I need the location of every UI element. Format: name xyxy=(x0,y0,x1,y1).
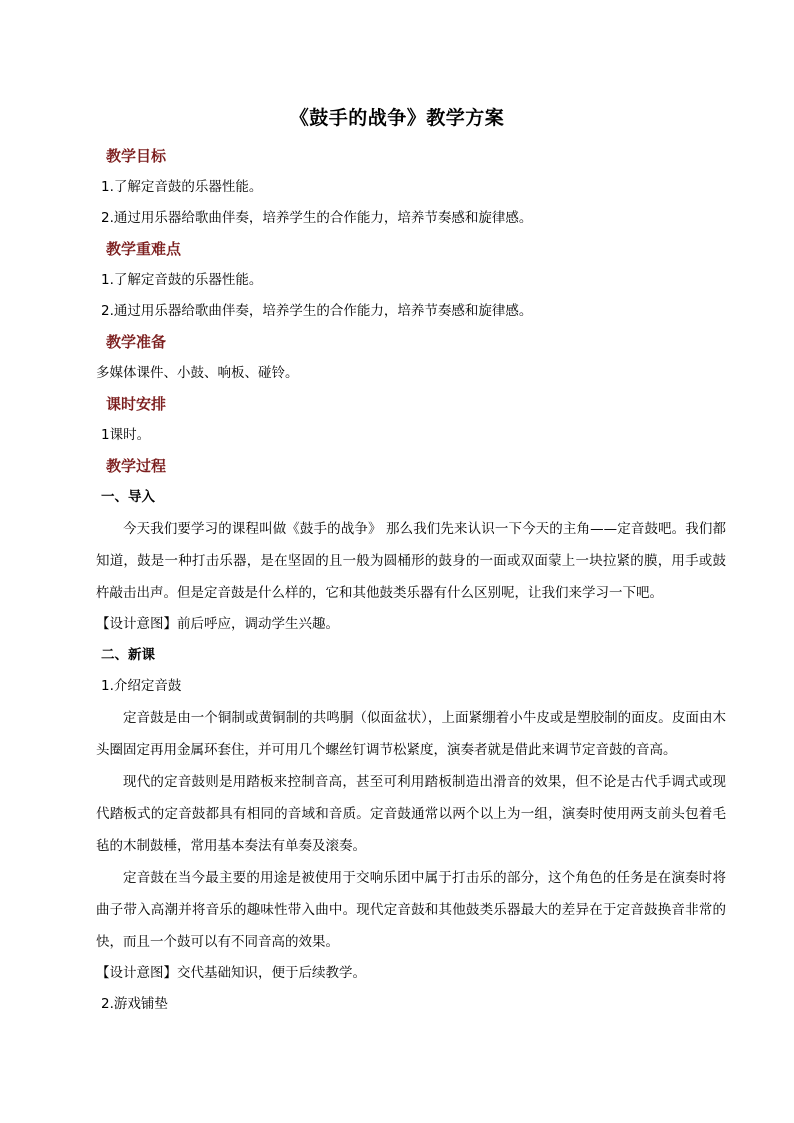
design-note-new-lesson: 【设计意图】交代基础知识，便于后续教学。 xyxy=(96,965,366,981)
section-heading-process: 教学过程 xyxy=(106,457,167,475)
document-title: 《鼓手的战争》教学方案 xyxy=(289,107,505,129)
section-heading-key-points: 教学重难点 xyxy=(106,240,182,258)
intro-paragraph: 今天我们要学习的课程叫做《鼓手的战争》 那么我们先来认识一下今天的主角——定音鼓吧。我们都知道，鼓是一种打击乐器，是在坚固的且一般为圆桶形的鼓身的一面或双面蒙上一块拉紧的膜，用手或鼓杵敲击出声。但是定音鼓是什么样的，它和其他鼓类乐器有什么区别呢，让我们来学习一下吧。 xyxy=(96,521,726,601)
step-2-title: 2.游戏铺垫 xyxy=(101,996,168,1012)
key-point-item-2: 2.通过用乐器给歌曲伴奏，培养学生的合作能力，培养节奏感和旋律感。 xyxy=(101,303,533,319)
schedule-text: 1课时。 xyxy=(101,427,151,443)
lesson-paragraph-1: 定音鼓是由一个铜制或黄铜制的共鸣胴（似面盆状），上面紧绷着小牛皮或是塑胶制的面皮。皮面由木头圈固定再用金属环套住，并可用几个螺丝钉调节松紧度，演奏者就是借此来调节定音鼓的音高。 xyxy=(96,710,726,758)
step-1-title: 1.介绍定音鼓 xyxy=(101,678,182,694)
subheading-intro: 一、导入 xyxy=(101,489,155,505)
subheading-new-lesson: 二、新课 xyxy=(101,647,155,663)
design-note-intro: 【设计意图】前后呼应，调动学生兴趣。 xyxy=(96,616,339,632)
section-heading-preparation: 教学准备 xyxy=(106,333,167,351)
goal-item-1: 1.了解定音鼓的乐器性能。 xyxy=(101,179,263,195)
section-heading-goals: 教学目标 xyxy=(106,147,167,165)
key-point-item-1: 1.了解定音鼓的乐器性能。 xyxy=(101,272,263,288)
goal-item-2: 2.通过用乐器给歌曲伴奏，培养学生的合作能力，培养节奏感和旋律感。 xyxy=(101,210,533,226)
lesson-paragraph-3: 定音鼓在当今最主要的用途是被使用于交响乐团中属于打击乐的部分，这个角色的任务是在演奏时将曲子带入高潮并将音乐的趣味性带入曲中。现代定音鼓和其他鼓类乐器最大的差异在于定音鼓换音非常的快，而且一个鼓可以有不同音高的效果。 xyxy=(96,870,726,950)
document-body xyxy=(96,141,726,1020)
preparation-text: 多媒体课件、小鼓、响板、碰铃。 xyxy=(96,365,299,381)
lesson-paragraph-2: 现代的定音鼓则是用踏板来控制音高，甚至可利用踏板制造出滑音的效果，但不论是古代手调式或现代踏板式的定音鼓都具有相同的音域和音质。定音鼓通常以两个以上为一组，演奏时使用两支前头包着毛毡的木制鼓棰，常用基本奏法有单奏及滚奏。 xyxy=(96,774,726,854)
section-heading-schedule: 课时安排 xyxy=(106,395,167,413)
